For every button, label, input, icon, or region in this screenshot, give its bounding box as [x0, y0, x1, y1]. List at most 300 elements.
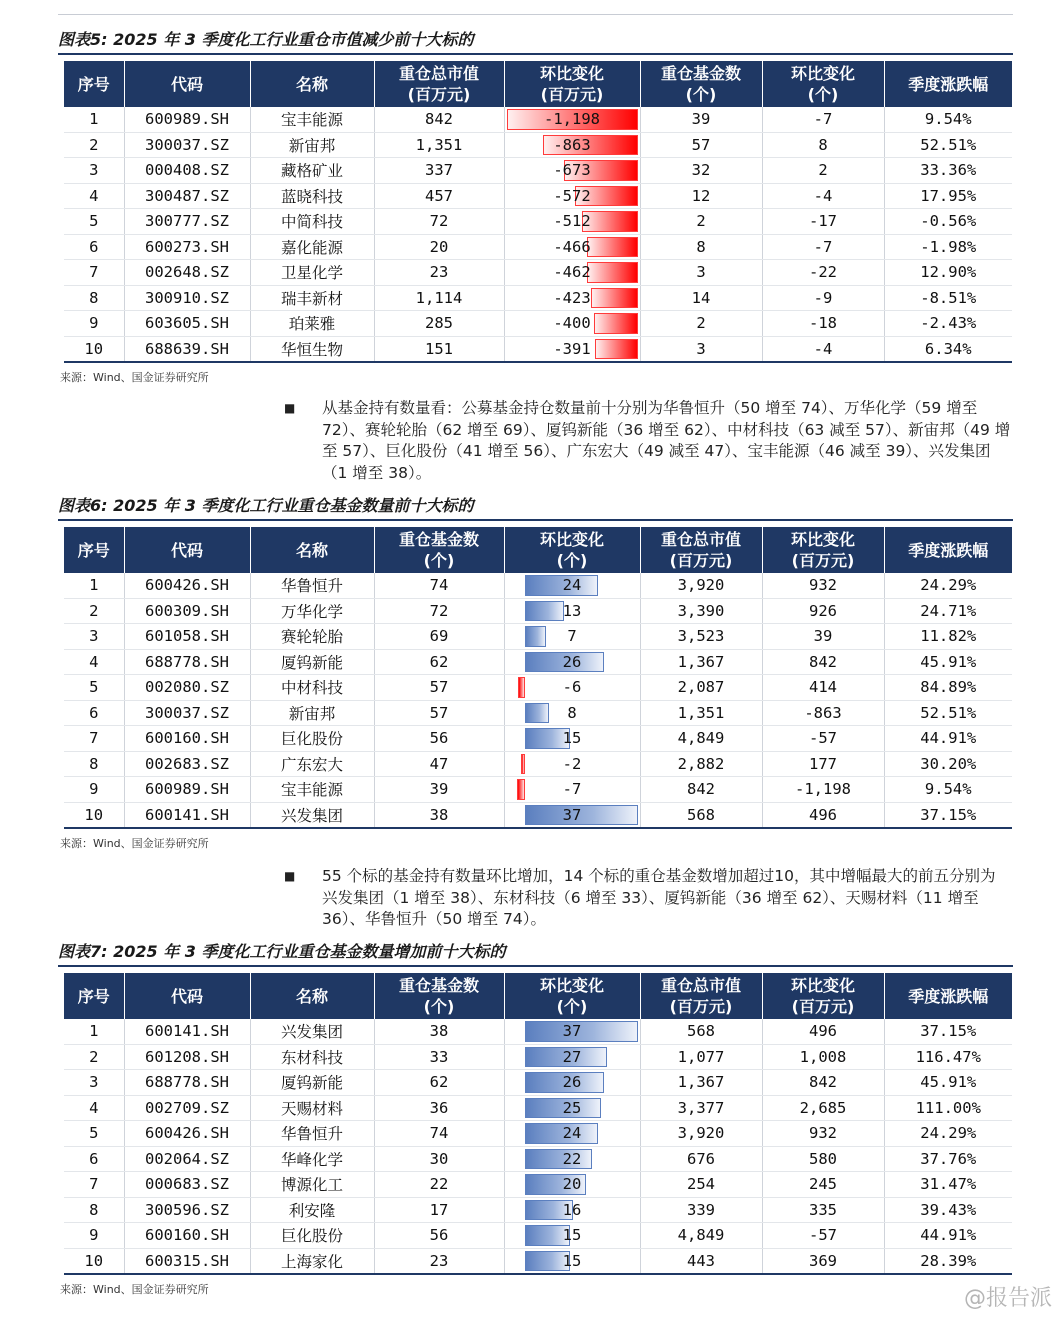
bar-cell — [504, 1248, 640, 1274]
name-cell: 厦钨新能 — [250, 649, 374, 675]
table-row — [64, 1248, 1012, 1274]
value-cell: 3 — [640, 336, 762, 362]
index-cell: 7 — [64, 260, 124, 286]
source-note: 来源：Wind、国金证券研究所 — [60, 837, 209, 850]
code-cell: 601058.SH — [124, 624, 250, 650]
index-cell: 5 — [64, 675, 124, 701]
paragraph-1-text: 从基金持有数量看：公募基金持仓数量前十分别为华鲁恒升（50 增至 74）、万华化学（59 增至 72）、赛轮轮胎（62 增至 69）、厦钨新能（36 增至 62）、中材科技（63 减至 57）、新宙邦（49 增至 57）、巨化股份（41 增至 56）、广东宏大（49 减至 47）、宝丰能源（46 减至 39）、兴发集团（1 增至 38）。 — [322, 399, 1011, 482]
value-cell: 3,920 — [640, 573, 762, 598]
code-cell: 002080.SZ — [124, 675, 250, 701]
value-cell: 4,849 — [640, 1223, 762, 1249]
bar-cell — [504, 285, 640, 311]
bar-value-label: -2 — [562, 754, 582, 773]
value-cell: 17 — [374, 1197, 504, 1223]
negative-bar — [595, 339, 638, 360]
value-cell: 842 — [640, 777, 762, 803]
value-cell: 8 — [640, 234, 762, 260]
bar-value-label: 25 — [562, 1098, 582, 1117]
name-cell: 新宙邦 — [250, 700, 374, 726]
change-pct-cell: 45.91% — [884, 649, 1012, 675]
value-cell: 1,367 — [640, 649, 762, 675]
bar-value-label: 20 — [562, 1175, 582, 1194]
name-cell: 新宙邦 — [250, 132, 374, 158]
bar-cell — [504, 260, 640, 286]
table-row — [64, 1019, 1012, 1044]
bar-value-label: -423 — [553, 288, 591, 307]
table-title: 图表7: 2025 年 3 季度化工行业重仓基金数量增加前十大标的 — [58, 942, 1013, 967]
value-cell: -57 — [762, 726, 884, 752]
change-pct-cell: -2.43% — [884, 311, 1012, 337]
index-cell: 8 — [64, 285, 124, 311]
value-cell: -863 — [762, 700, 884, 726]
index-cell: 4 — [64, 1095, 124, 1121]
value-cell: 568 — [640, 1019, 762, 1044]
column-header: 序号 — [64, 973, 124, 1019]
name-cell: 华鲁恒升 — [250, 1121, 374, 1147]
column-header: 重仓总市值 (百万元) — [374, 61, 504, 107]
value-cell: 3 — [640, 260, 762, 286]
index-cell: 4 — [64, 183, 124, 209]
name-cell: 东材科技 — [250, 1044, 374, 1070]
table-row — [64, 726, 1012, 752]
value-cell: 57 — [374, 675, 504, 701]
value-cell: 335 — [762, 1197, 884, 1223]
bar-cell — [504, 751, 640, 777]
value-cell: 457 — [374, 183, 504, 209]
source-note: 来源：Wind、国金证券研究所 — [60, 371, 209, 384]
table-row — [64, 107, 1012, 132]
bar-value-label: 13 — [562, 601, 582, 620]
value-cell: 2,685 — [762, 1095, 884, 1121]
value-cell: 20 — [374, 234, 504, 260]
bar-cell — [504, 1172, 640, 1198]
paragraph-1 — [286, 398, 1011, 484]
value-cell: 285 — [374, 311, 504, 337]
value-cell: 842 — [374, 107, 504, 132]
value-cell: 339 — [640, 1197, 762, 1223]
value-cell: 8 — [762, 132, 884, 158]
bar-value-label: 8 — [567, 703, 577, 722]
value-cell: 2 — [762, 158, 884, 184]
value-cell: 74 — [374, 573, 504, 598]
positive-bar — [525, 1149, 592, 1170]
column-header: 重仓基金数 (个) — [374, 973, 504, 1019]
name-cell: 兴发集团 — [250, 802, 374, 828]
table-row — [64, 1070, 1012, 1096]
bar-cell — [504, 1146, 640, 1172]
change-pct-cell: 24.29% — [884, 573, 1012, 598]
column-header: 序号 — [64, 61, 124, 107]
bar-value-label: -6 — [562, 678, 582, 697]
value-cell: 926 — [762, 598, 884, 624]
bar-value-label: -462 — [553, 263, 591, 282]
index-cell: 1 — [64, 1019, 124, 1044]
name-cell: 巨化股份 — [250, 1223, 374, 1249]
bar-cell — [504, 777, 640, 803]
name-cell: 天赐材料 — [250, 1095, 374, 1121]
column-header: 代码 — [124, 527, 250, 573]
change-pct-cell: 28.39% — [884, 1248, 1012, 1274]
index-cell: 7 — [64, 726, 124, 752]
index-cell: 9 — [64, 1223, 124, 1249]
table-row — [64, 649, 1012, 675]
index-cell: 8 — [64, 751, 124, 777]
bar-cell — [504, 1070, 640, 1096]
value-cell: 39 — [640, 107, 762, 132]
bar-cell — [504, 336, 640, 362]
change-pct-cell: 6.34% — [884, 336, 1012, 362]
table-row — [64, 1172, 1012, 1198]
bar-cell — [504, 209, 640, 235]
bar-cell — [504, 1095, 640, 1121]
bar-value-label: 37 — [562, 1022, 582, 1041]
value-cell: 62 — [374, 649, 504, 675]
column-header: 重仓基金数 (个) — [374, 527, 504, 573]
bar-cell — [504, 107, 640, 132]
bar-value-label: 24 — [562, 576, 582, 595]
change-pct-cell: 37.15% — [884, 802, 1012, 828]
bar-cell — [504, 700, 640, 726]
value-cell: 38 — [374, 1019, 504, 1044]
negative-bar — [517, 779, 525, 800]
table-row — [64, 311, 1012, 337]
value-cell: 676 — [640, 1146, 762, 1172]
value-cell: 72 — [374, 598, 504, 624]
positive-bar — [525, 703, 549, 724]
name-cell: 蓝晓科技 — [250, 183, 374, 209]
change-pct-cell: -8.51% — [884, 285, 1012, 311]
name-cell: 珀莱雅 — [250, 311, 374, 337]
table-row — [64, 234, 1012, 260]
value-cell: 414 — [762, 675, 884, 701]
code-cell: 600989.SH — [124, 107, 250, 132]
index-cell: 10 — [64, 802, 124, 828]
value-cell: 72 — [374, 209, 504, 235]
value-cell: 932 — [762, 573, 884, 598]
bar-value-label: 37 — [562, 805, 582, 824]
column-header: 名称 — [250, 61, 374, 107]
data-table — [64, 61, 1012, 363]
value-cell: 12 — [640, 183, 762, 209]
bar-value-label: 27 — [562, 1047, 582, 1066]
value-cell: -7 — [762, 234, 884, 260]
value-cell: 254 — [640, 1172, 762, 1198]
change-pct-cell: 37.15% — [884, 1019, 1012, 1044]
value-cell: -18 — [762, 311, 884, 337]
column-header: 代码 — [124, 61, 250, 107]
value-cell: -17 — [762, 209, 884, 235]
index-cell: 8 — [64, 1197, 124, 1223]
index-cell: 2 — [64, 1044, 124, 1070]
change-pct-cell: 37.76% — [884, 1146, 1012, 1172]
code-cell: 002709.SZ — [124, 1095, 250, 1121]
bar-value-label: -572 — [553, 186, 591, 205]
code-cell: 002683.SZ — [124, 751, 250, 777]
value-cell: 337 — [374, 158, 504, 184]
value-cell: 30 — [374, 1146, 504, 1172]
bar-value-label: 22 — [562, 1149, 582, 1168]
value-cell: 22 — [374, 1172, 504, 1198]
bar-value-label: 15 — [562, 729, 582, 748]
name-cell: 上海家化 — [250, 1248, 374, 1274]
value-cell: 57 — [640, 132, 762, 158]
value-cell: 1,351 — [640, 700, 762, 726]
bar-cell — [504, 183, 640, 209]
bar-value-label: -466 — [553, 237, 591, 256]
value-cell: 580 — [762, 1146, 884, 1172]
column-header: 环比变化 (百万元) — [762, 973, 884, 1019]
value-cell: -1,198 — [762, 777, 884, 803]
bar-cell — [504, 675, 640, 701]
column-header: 环比变化 (百万元) — [504, 61, 640, 107]
table-row — [64, 1121, 1012, 1147]
table-row — [64, 132, 1012, 158]
name-cell: 万华化学 — [250, 598, 374, 624]
negative-bar — [587, 237, 638, 258]
bar-cell — [504, 1197, 640, 1223]
bar-value-label: 7 — [567, 627, 577, 646]
value-cell: 1,351 — [374, 132, 504, 158]
value-cell: 245 — [762, 1172, 884, 1198]
value-cell: 496 — [762, 802, 884, 828]
value-cell: 1,367 — [640, 1070, 762, 1096]
value-cell: -9 — [762, 285, 884, 311]
table-row — [64, 1197, 1012, 1223]
bar-value-label: 15 — [562, 1251, 582, 1270]
code-cell: 300910.SZ — [124, 285, 250, 311]
value-cell: 47 — [374, 751, 504, 777]
table-row — [64, 1223, 1012, 1249]
name-cell: 中简科技 — [250, 209, 374, 235]
bar-cell — [504, 234, 640, 260]
value-cell: 568 — [640, 802, 762, 828]
table-row — [64, 675, 1012, 701]
value-cell: 932 — [762, 1121, 884, 1147]
value-cell: 23 — [374, 1248, 504, 1274]
index-cell: 9 — [64, 777, 124, 803]
change-pct-cell: 116.47% — [884, 1044, 1012, 1070]
change-pct-cell: 24.29% — [884, 1121, 1012, 1147]
value-cell: 177 — [762, 751, 884, 777]
top-rule — [58, 14, 1013, 15]
value-cell: 32 — [640, 158, 762, 184]
table-row — [64, 158, 1012, 184]
data-table — [64, 527, 1012, 829]
value-cell: 151 — [374, 336, 504, 362]
name-cell: 华恒生物 — [250, 336, 374, 362]
positive-bar — [525, 1021, 638, 1042]
change-pct-cell: 12.90% — [884, 260, 1012, 286]
bar-value-label: 16 — [562, 1200, 582, 1219]
value-cell: 842 — [762, 1070, 884, 1096]
value-cell: 3,920 — [640, 1121, 762, 1147]
change-pct-cell: 39.43% — [884, 1197, 1012, 1223]
column-header: 重仓总市值 (百万元) — [640, 973, 762, 1019]
value-cell: -7 — [762, 107, 884, 132]
positive-bar — [525, 1123, 598, 1144]
index-cell: 3 — [64, 158, 124, 184]
bullet-icon: ■ — [284, 869, 296, 883]
value-cell: 496 — [762, 1019, 884, 1044]
code-cell: 600160.SH — [124, 726, 250, 752]
value-cell: 39 — [374, 777, 504, 803]
index-cell: 7 — [64, 1172, 124, 1198]
name-cell: 广东宏大 — [250, 751, 374, 777]
code-cell: 002648.SZ — [124, 260, 250, 286]
table-row — [64, 624, 1012, 650]
column-header: 重仓基金数 (个) — [640, 61, 762, 107]
code-cell: 601208.SH — [124, 1044, 250, 1070]
name-cell: 巨化股份 — [250, 726, 374, 752]
change-pct-cell: 44.91% — [884, 1223, 1012, 1249]
value-cell: 1,114 — [374, 285, 504, 311]
index-cell: 4 — [64, 649, 124, 675]
value-cell: -57 — [762, 1223, 884, 1249]
value-cell: 3,390 — [640, 598, 762, 624]
value-cell: 2 — [640, 311, 762, 337]
negative-bar — [518, 677, 524, 698]
bar-cell — [504, 802, 640, 828]
change-pct-cell: 31.47% — [884, 1172, 1012, 1198]
value-cell: 3,377 — [640, 1095, 762, 1121]
bar-cell — [504, 649, 640, 675]
change-pct-cell: 11.82% — [884, 624, 1012, 650]
value-cell: 2 — [640, 209, 762, 235]
change-pct-cell: 52.51% — [884, 132, 1012, 158]
positive-bar — [525, 601, 565, 622]
positive-bar — [525, 626, 546, 647]
name-cell: 兴发集团 — [250, 1019, 374, 1044]
value-cell: 2,882 — [640, 751, 762, 777]
change-pct-cell: 17.95% — [884, 183, 1012, 209]
bar-value-label: -391 — [553, 339, 591, 358]
bar-cell — [504, 1019, 640, 1044]
index-cell: 1 — [64, 107, 124, 132]
value-cell: 38 — [374, 802, 504, 828]
paragraph-2-text: 55 个标的基金持有数量环比增加，14 个标的重仓基金数增加超过10，其中增幅最大的前五分别为兴发集团（1 增至 38）、东材科技（6 增至 33）、厦钨新能（36 增至 62）、天赐材料（11 增至 36）、华鲁恒升（50 增至 74）。 — [322, 867, 996, 928]
code-cell: 603605.SH — [124, 311, 250, 337]
table-row — [64, 1044, 1012, 1070]
bar-value-label: -7 — [562, 780, 582, 799]
value-cell: -4 — [762, 183, 884, 209]
value-cell: 4,849 — [640, 726, 762, 752]
name-cell: 嘉化能源 — [250, 234, 374, 260]
bar-value-label: -673 — [553, 161, 591, 180]
bar-value-label: 15 — [562, 1226, 582, 1245]
code-cell: 600141.SH — [124, 1019, 250, 1044]
table-row — [64, 802, 1012, 828]
code-cell: 600309.SH — [124, 598, 250, 624]
name-cell: 中材科技 — [250, 675, 374, 701]
change-pct-cell: 84.89% — [884, 675, 1012, 701]
table-title: 图表5: 2025 年 3 季度化工行业重仓市值减少前十大标的 — [58, 30, 1013, 55]
value-cell: -4 — [762, 336, 884, 362]
table-row — [64, 777, 1012, 803]
bar-cell — [504, 311, 640, 337]
table-row — [64, 260, 1012, 286]
code-cell: 300037.SZ — [124, 132, 250, 158]
column-header: 季度涨跌幅 — [884, 61, 1012, 107]
table-row — [64, 336, 1012, 362]
code-cell: 000683.SZ — [124, 1172, 250, 1198]
column-header: 环比变化 (个) — [762, 61, 884, 107]
value-cell: 36 — [374, 1095, 504, 1121]
column-header: 环比变化 (个) — [504, 973, 640, 1019]
bullet-icon: ■ — [284, 401, 296, 415]
name-cell: 博源化工 — [250, 1172, 374, 1198]
change-pct-cell: 30.20% — [884, 751, 1012, 777]
bar-cell — [504, 132, 640, 158]
bar-cell — [504, 726, 640, 752]
column-header: 名称 — [250, 527, 374, 573]
bar-value-label: -1,198 — [544, 110, 600, 129]
bar-cell — [504, 158, 640, 184]
value-cell: -22 — [762, 260, 884, 286]
name-cell: 宝丰能源 — [250, 777, 374, 803]
code-cell: 002064.SZ — [124, 1146, 250, 1172]
paragraph-2 — [286, 866, 1011, 931]
index-cell: 1 — [64, 573, 124, 598]
name-cell: 华鲁恒升 — [250, 573, 374, 598]
bar-value-label: 26 — [562, 1073, 582, 1092]
code-cell: 600315.SH — [124, 1248, 250, 1274]
value-cell: 14 — [640, 285, 762, 311]
value-cell: 57 — [374, 700, 504, 726]
column-header: 代码 — [124, 973, 250, 1019]
code-cell: 600273.SH — [124, 234, 250, 260]
name-cell: 藏格矿业 — [250, 158, 374, 184]
bar-value-label: 24 — [562, 1124, 582, 1143]
negative-bar — [594, 313, 638, 334]
code-cell: 688778.SH — [124, 649, 250, 675]
code-cell: 688778.SH — [124, 1070, 250, 1096]
index-cell: 3 — [64, 624, 124, 650]
bar-cell — [504, 598, 640, 624]
value-cell: 2,087 — [640, 675, 762, 701]
name-cell: 赛轮轮胎 — [250, 624, 374, 650]
bar-cell — [504, 1121, 640, 1147]
watermark: @报告派 — [963, 1286, 1052, 1311]
name-cell: 华峰化学 — [250, 1146, 374, 1172]
name-cell: 卫星化学 — [250, 260, 374, 286]
index-cell: 9 — [64, 311, 124, 337]
value-cell: 56 — [374, 1223, 504, 1249]
column-header: 季度涨跌幅 — [884, 973, 1012, 1019]
negative-bar — [587, 262, 638, 283]
table-section-2 — [58, 496, 1013, 851]
index-cell: 5 — [64, 1121, 124, 1147]
name-cell: 瑞丰新材 — [250, 285, 374, 311]
code-cell: 300037.SZ — [124, 700, 250, 726]
code-cell: 600141.SH — [124, 802, 250, 828]
index-cell: 2 — [64, 132, 124, 158]
negative-bar — [521, 754, 525, 775]
code-cell: 688639.SH — [124, 336, 250, 362]
change-pct-cell: -1.98% — [884, 234, 1012, 260]
code-cell: 300596.SZ — [124, 1197, 250, 1223]
value-cell: 74 — [374, 1121, 504, 1147]
index-cell: 6 — [64, 700, 124, 726]
column-header: 环比变化 (百万元) — [762, 527, 884, 573]
column-header: 环比变化 (个) — [504, 527, 640, 573]
bar-value-label: -400 — [553, 314, 591, 333]
index-cell: 10 — [64, 1248, 124, 1274]
value-cell: 33 — [374, 1044, 504, 1070]
value-cell: 443 — [640, 1248, 762, 1274]
value-cell: 56 — [374, 726, 504, 752]
value-cell: 62 — [374, 1070, 504, 1096]
table-row — [64, 183, 1012, 209]
